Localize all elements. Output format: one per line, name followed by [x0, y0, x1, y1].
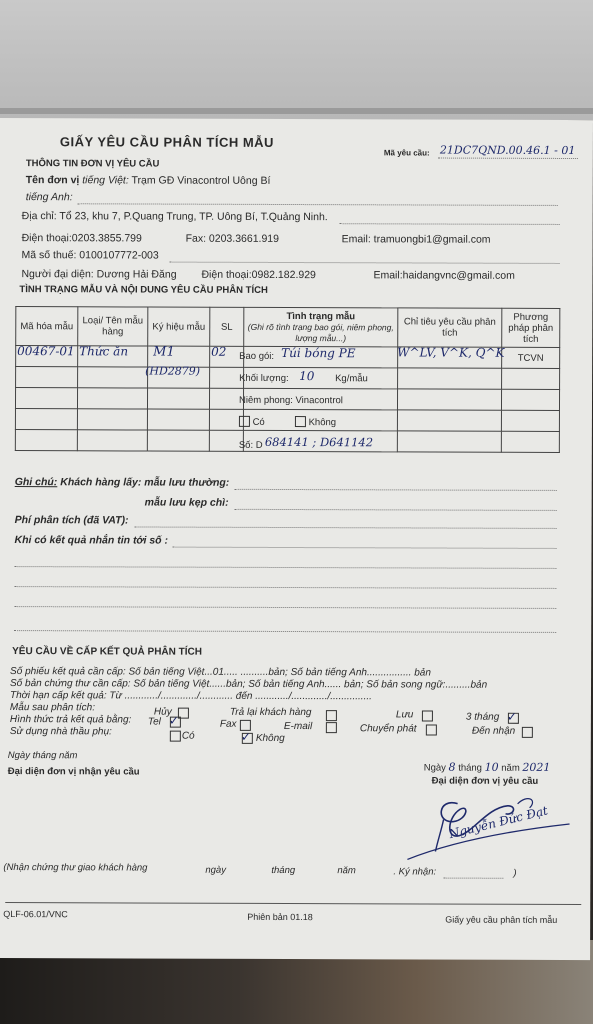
note-row	[15, 476, 230, 489]
header-indicators: Chỉ tiêu yêu cầu phân tích	[398, 308, 502, 347]
tax-value: 0100107772-003	[79, 249, 159, 262]
representative-phone-row	[201, 269, 315, 281]
note-line-2	[235, 509, 557, 511]
weight-label: Khối lượng:	[239, 372, 289, 385]
quantity-value: 02	[211, 344, 227, 359]
customer-english-label: tiếng Anh:	[25, 191, 73, 204]
seal-value: Vinacontrol	[295, 395, 343, 407]
header-sample-status	[244, 307, 398, 347]
email-label: Email:	[341, 233, 371, 246]
receipt-year: năm	[337, 865, 356, 877]
tax-row	[22, 249, 159, 261]
post-checkbox[interactable]	[426, 724, 437, 735]
option-subcontractor-yes: Có	[181, 730, 195, 742]
3months-check-mark-icon: ✓	[506, 709, 517, 724]
sms-line-2	[14, 566, 556, 569]
note-text: Khách hàng lấy: mẫu lưu thường:	[60, 476, 230, 489]
cell-method: TCVN	[502, 347, 560, 368]
requester-day: 8	[448, 760, 456, 774]
signer-name: Nguyễn Đức Đạt	[447, 803, 550, 842]
receiver-title: Đại diện đơn vị nhận yêu cầu	[7, 766, 140, 778]
footer-code: QLF-06.01/VNC	[3, 909, 68, 920]
representative-label: Người đại diện:	[21, 268, 94, 281]
option-tel: Tel	[147, 716, 161, 728]
weight-value: 10	[299, 369, 315, 384]
header-sample-type: Loại/ Tên mẫu hàng	[78, 307, 148, 346]
representative-email-label: Email:	[373, 269, 403, 282]
sms-line-1	[173, 547, 557, 549]
subcontractor-no-check-mark-icon: ✓	[240, 729, 251, 744]
subcontractor-yes-checkbox[interactable]	[170, 731, 181, 742]
receipt-label: (Nhận chứng thư giao khách hàng	[3, 862, 148, 874]
keep-checkbox[interactable]	[422, 710, 433, 721]
option-destroy: Hủy	[153, 706, 172, 718]
option-subcontractor-no: Không	[255, 732, 285, 744]
address-value: Tổ 23, khu 7, P.Quang Trung, TP. Uông Bí, T.Quảng Ninh.	[59, 210, 328, 224]
sms-line-3	[14, 586, 556, 589]
sample-table-header-row	[16, 307, 560, 348]
phone-label: Điện thoại:	[21, 232, 72, 245]
seal-number-value: 684141 ; D641142	[264, 434, 374, 450]
seal-number-label: Số: D	[238, 439, 263, 451]
customer-name-label: Tên đơn vị	[25, 174, 80, 187]
representative-email-value: haidangvnc@gmail.com	[402, 269, 515, 282]
sms-line-5	[14, 630, 556, 633]
customer-english-line	[78, 203, 558, 206]
seal-no-checkbox[interactable]	[295, 416, 306, 427]
receipt-sign-line	[443, 878, 503, 879]
seal-label: Niêm phong: Vinacontrol	[238, 394, 343, 407]
fee-label: Phí phân tích (đã VAT):	[14, 514, 129, 527]
representative-email-row	[373, 269, 514, 281]
request-form-sheet	[0, 118, 593, 960]
footer-form-name: Giấy yêu cầu phân tích mẫu	[445, 914, 558, 925]
note-text-2: mẫu lưu kẹp chì:	[144, 496, 229, 509]
fax-label: Fax:	[185, 232, 207, 245]
background-page-above	[0, 0, 593, 120]
address-label: Địa chỉ:	[21, 210, 57, 223]
requester-date: Ngày 8 tháng 10 năm 2021	[423, 760, 551, 774]
header-sample-code: Mã hóa mẫu	[16, 307, 78, 346]
header-sample-mark: Ký hiệu mẫu	[148, 307, 210, 346]
sample-section-heading: TÌNH TRẠNG MẪU VÀ NỘI DUNG YÊU CẦU PHÂN TÍCH	[19, 284, 268, 296]
form-title: GIẤY YÊU CẦU PHÂN TÍCH MẪU	[59, 134, 274, 150]
requester-title: Đại diện đơn vị yêu cầu	[431, 775, 539, 787]
representative-phone-label: Điện thoại:	[201, 268, 252, 281]
seal-yes-checkbox[interactable]	[239, 416, 250, 427]
request-code-label: Mã yêu cầu:	[383, 148, 430, 158]
email-checkbox[interactable]	[326, 722, 337, 733]
footer-divider	[5, 902, 581, 905]
fee-line	[135, 526, 557, 528]
email-row	[342, 233, 491, 246]
fax-value: 0203.3661.919	[208, 232, 280, 245]
option-3months: 3 tháng	[465, 711, 500, 723]
header-sample-status-note: (Ghi rõ tình trạng bao gói, niêm phong, lượng mẫu...)	[247, 321, 394, 343]
pack-value: Túi bóng PE	[281, 345, 356, 361]
representative-phone-value: 0982.182.929	[251, 268, 316, 282]
receipt-month: tháng	[271, 864, 296, 877]
header-sample-status-title: Tình trạng mẫu	[286, 310, 356, 322]
after-analysis-label: Mẫu sau phân tích:	[9, 702, 96, 714]
header-quantity: SL	[210, 307, 244, 346]
customer-name-lang: tiếng Việt:	[82, 174, 129, 187]
option-pickup: Đến nhận	[471, 725, 516, 737]
receipt-close: )	[513, 867, 517, 879]
sample-mark-value: M1	[153, 344, 175, 360]
customer-name-row	[26, 174, 271, 187]
option-post: Chuyển phát	[359, 723, 417, 735]
fax-row	[186, 233, 279, 245]
option-fax: Fax	[219, 718, 237, 730]
background-page-edge	[0, 108, 593, 114]
customer-section-heading: THÔNG TIN ĐƠN VỊ YÊU CẦU	[25, 158, 160, 170]
receiver-date: Ngày tháng năm	[7, 750, 78, 762]
result-section-heading: YÊU CẦU VỀ CẤP KẾT QUẢ PHÂN TÍCH	[12, 646, 202, 658]
phone-value: 0203.3855.799	[71, 232, 142, 245]
pickup-checkbox[interactable]	[522, 727, 533, 738]
sample-type-value: Thức ăn	[79, 344, 129, 359]
address-line	[340, 223, 560, 225]
option-keep: Lưu	[395, 709, 414, 721]
tax-label: Mã số thuế:	[21, 249, 77, 262]
receipt-sign: . Ký nhận:	[393, 866, 437, 878]
delivery-label: Hình thức trả kết quả bằng:	[9, 714, 132, 726]
weight-unit: Kg/mẫu	[335, 373, 368, 385]
email-value: tramuongbi1@gmail.com	[373, 233, 491, 246]
note-label: Ghi chú:	[14, 476, 58, 489]
request-code-line	[438, 158, 578, 159]
requester-year: 2021	[522, 760, 551, 774]
sms-label: Khi có kết quả nhắn tin tới số :	[14, 534, 169, 547]
request-code-value: 21DC7QND.00.46.1 - 01	[439, 143, 576, 158]
receipt-day: ngày	[205, 864, 227, 876]
representative-row	[21, 268, 176, 281]
sample-code-value: 00467-01	[17, 344, 75, 359]
representative-value: Dương Hải Đăng	[96, 268, 177, 281]
sms-line-4	[14, 606, 556, 609]
return-checkbox[interactable]	[326, 710, 337, 721]
note-line-1	[235, 489, 557, 491]
header-method: Phương pháp phân tích	[502, 308, 560, 347]
option-email: E-mail	[283, 720, 313, 733]
table-row	[15, 409, 559, 432]
result-line-3: Thời hạn cấp kết quả: Từ ............/............./............ đến ............/............./...............	[9, 690, 372, 703]
subcontractor-label: Sử dụng nhà thầu phụ:	[9, 726, 112, 738]
result-line-1: Số phiếu kết quả cần cấp: Số bản tiếng Việt...01..... ..........bản; Số bản tiếng Anh................ bản	[10, 666, 431, 679]
result-line-2: Số bản chứng thư cần cấp: Số bản tiếng Việt......bản; Số bản tiếng Anh...... bản; Số bản song ngữ:.........bản	[10, 678, 488, 691]
option-return: Trả lại khách hàng	[229, 706, 312, 719]
customer-name-value: Trạm GĐ Vinacontrol Uông Bí	[131, 174, 271, 187]
address-row	[22, 210, 328, 223]
requester-month: 10	[484, 760, 499, 774]
seal-yes-option[interactable]: Có	[239, 417, 265, 429]
phone-row	[22, 232, 142, 244]
footer-version: Phiên bản 01.18	[247, 911, 313, 923]
seal-no-option[interactable]: Không	[295, 417, 336, 429]
tax-line	[169, 262, 559, 264]
sample-mark2-value: (HD2879)	[145, 364, 201, 378]
tel-check-mark-icon: ✓	[168, 713, 179, 728]
indicators-value: W^LV, V^K, Q^K	[397, 345, 505, 360]
pack-label: Bao gói:	[239, 350, 275, 362]
